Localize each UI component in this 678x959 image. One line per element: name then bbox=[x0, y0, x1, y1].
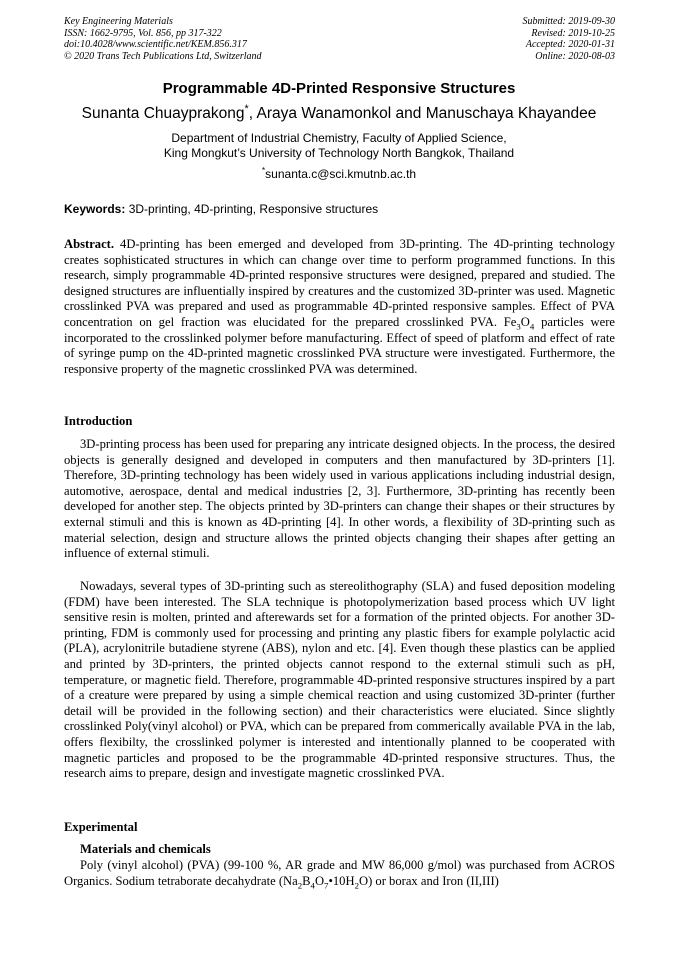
materials-text-b: B bbox=[302, 873, 311, 888]
materials-subheading: Materials and chemicals bbox=[80, 842, 211, 856]
keywords-label: Keywords: bbox=[64, 202, 126, 216]
keywords-text: 3D-printing, 4D-printing, Responsive structures bbox=[128, 202, 379, 216]
experimental-heading: Experimental bbox=[64, 820, 138, 834]
keywords bbox=[64, 202, 615, 216]
affiliation-line-2: King Mongkut’s University of Technology North Bangkok, Thailand bbox=[163, 146, 515, 160]
journal-name: Key Engineering Materials bbox=[64, 16, 173, 27]
other-authors: , Araya Wanamonkol and Manuschaya Khayandee bbox=[248, 105, 597, 122]
abstract-sub-1: 3 bbox=[516, 321, 521, 332]
journal-doi: doi:10.4028/www.scientific.net/KEM.856.317 bbox=[64, 39, 247, 50]
abstract-sub-2: 4 bbox=[529, 321, 535, 332]
author-list bbox=[0, 102, 678, 123]
journal-info bbox=[64, 16, 262, 62]
introduction-paragraph-1: 3D-printing process has been used for preparing any intricate designed objects. In the process, the desired objects is generally designed and developed in computers and then manufactured by 3D-printers [1]. Therefore, 3D-printing technology has been widely used in various applications including industrial design, automotive, aerospace, dental and medical industries [2, 3]. Furthermore, 3D-printing has recently been developed for another step. The objects printed by 3D-printers can change their shapes or their structures by external stimuli and this is known as 4D-printing [4]. In other words, a flexibility of 3D-printing such as material selection, design and structure allows the printed objects changing their shapes after getting an influence of external stimuli. bbox=[64, 437, 615, 561]
introduction-heading: Introduction bbox=[64, 414, 133, 428]
materials-text-a: Poly (vinyl alcohol) (PVA) (99-100 %, AR grade and MW 86,000 g/mol) was purchased from ACROS Organics. Sodium tetraborate decahydrate (Na bbox=[64, 858, 615, 888]
paper-title: Programmable 4D-Printed Responsive Structures bbox=[162, 80, 516, 97]
materials-text-c: O bbox=[314, 873, 325, 888]
first-author: Sunanta Chuayprakong bbox=[81, 105, 245, 122]
materials-sub-4: 2 bbox=[354, 880, 359, 891]
materials-sub-1: 2 bbox=[297, 880, 303, 891]
abstract-text-1: 4D-printing has been emerged and developed from 3D-printing. The 4D-printing technology creates sophisticated structures in which can change over time to perform programmed functions. In this research, simply programmable 4D-printed responsive structures were designed, prepared and studied. The designed structures are influentially inspired by creatures and the customized 3D-printer was used. Magnetic crosslinked PVA was prepared and used as programmable 4D-printed responsive samples. Effect of PVA concentration on gel fraction was elucidated for the prepared crosslinked PVA. Fe bbox=[64, 237, 616, 329]
materials-sub-2: 4 bbox=[310, 880, 315, 891]
corresponding-mark: * bbox=[244, 102, 249, 115]
abstract-text-2: O bbox=[520, 314, 530, 329]
materials-sub-3: 7 bbox=[324, 880, 329, 891]
date-accepted: Accepted: 2020-01-31 bbox=[525, 39, 615, 50]
date-online: Online: 2020-08-03 bbox=[535, 50, 615, 62]
affiliation-line-1: Department of Industrial Chemistry, Faculty of Applied Science, bbox=[171, 131, 507, 145]
date-submitted: Submitted: 2019-09-30 bbox=[522, 16, 615, 27]
abstract bbox=[64, 237, 615, 377]
materials-text-d: •10H bbox=[328, 873, 355, 888]
author-email bbox=[0, 167, 678, 181]
journal-copyright: © 2020 Trans Tech Publications Ltd, Switzerland bbox=[64, 50, 262, 62]
materials-paragraph bbox=[64, 858, 615, 889]
journal-issn: ISSN: 1662-9795, Vol. 856, pp 317-322 bbox=[64, 27, 222, 39]
abstract-text-3: particles were incorporated to the crosslinked polymer before manufacturing. Effect of speed of platform and effect of rate of syringe pump on the 4D-printed magnetic crosslinked PVA structure were investigated. Furthermore, the responsive property of the magnetic crosslinked PVA was determined. bbox=[64, 314, 615, 376]
materials-text-e: O) or borax and Iron (II,III) bbox=[358, 873, 499, 888]
affiliation bbox=[0, 131, 678, 161]
email-mark: * bbox=[261, 165, 266, 175]
email-address[interactable]: sunanta.c@sci.kmutnb.ac.th bbox=[265, 167, 417, 181]
abstract-label: Abstract. bbox=[64, 237, 115, 251]
publication-dates bbox=[523, 16, 616, 62]
date-revised: Revised: 2019-10-25 bbox=[531, 27, 615, 39]
introduction-paragraph-2: Nowadays, several types of 3D-printing such as stereolithography (SLA) and fused deposition modeling (FDM) have been interested. The SLA technique is photopolymerization based process which UV light sensitive resin is molten, printed and afterewards set for a formation of the printed objects. For another 3D-printing, FDM is commonly used for processing and printing any plastic fibers for example polylactic acid (PLA), acrylonitrile butadiene styrene (ABS), nylon and etc. [4]. Even though these plastics can be applied and printed by 3D-printers, the printed objects cannot respond to the external stimuli such as pH, temperature, or magnetic field. Therefore, programmable 4D-printed responsive structures inspired by a part of a creature were prepared by using a simple chemical reaction and using customized 3D-printer (further detail will be provided in the following section) and their characteristics were eluciated. Since slightly crosslinked Poly(vinyl alcohol) or PVA, which can be prepared from commerically available PVA in the lab, offers flexibilty, the crosslinked polymer is interested and intentionally planned to be cooperated with magnetic particles and proposed to be the programmable 4D-printed responsive structures. Thus, the research aims to prepare, design and investigate magnetic crosslinked PVA. bbox=[64, 579, 615, 781]
